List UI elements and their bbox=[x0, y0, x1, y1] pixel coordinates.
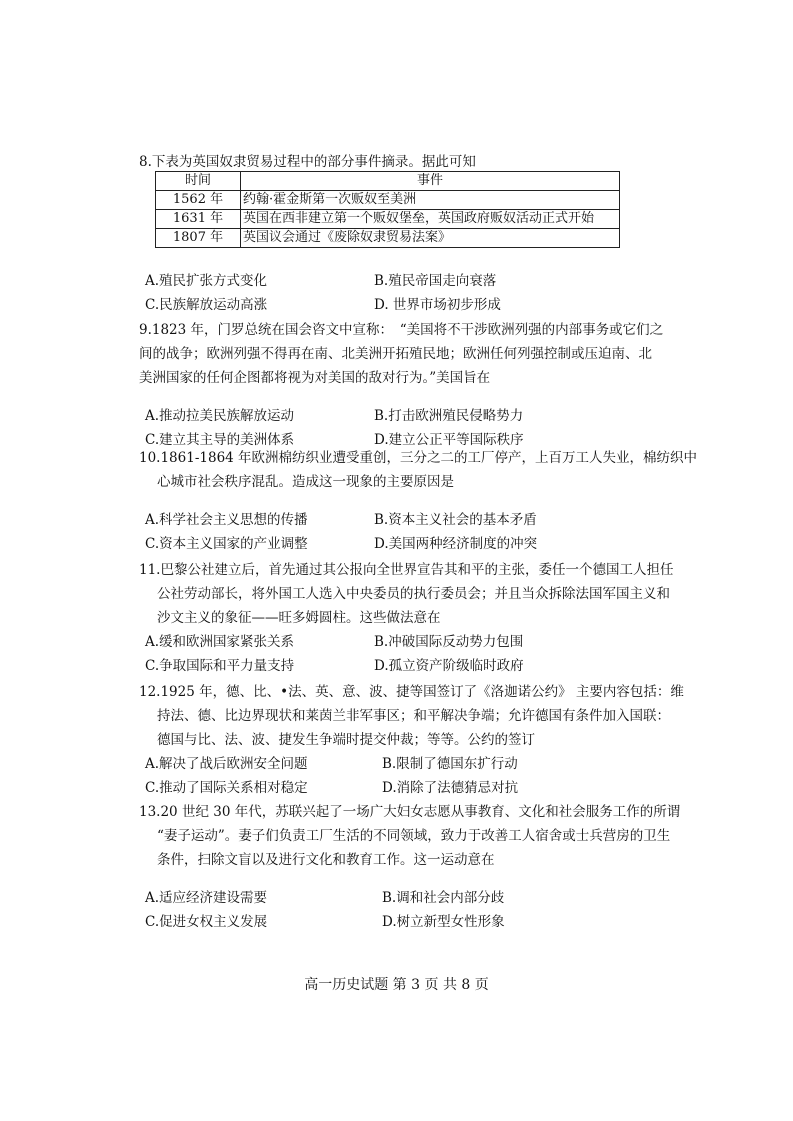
question-stem-line: 9.1823 年，门罗总统在国会咨文中宣称： “美国将不干涉欧洲列强的内部事务或它们之 bbox=[139, 322, 664, 338]
question-8-options bbox=[139, 269, 699, 317]
option-b[interactable]: B.调和社会内部分歧 bbox=[382, 890, 505, 906]
table-cell-time: 1631 年 bbox=[156, 210, 241, 229]
question-9 bbox=[139, 318, 699, 452]
table-row bbox=[156, 210, 620, 229]
question-stem-line: “妻子运动”。妻子们负责工厂生活的不同领域，致力于改善工人宿舍或士兵营房的卫生 bbox=[157, 828, 671, 844]
option-b[interactable]: B.打击欧洲殖民侵略势力 bbox=[374, 408, 524, 424]
question-stem-line: 心城市社会秩序混乱。造成这一现象的主要原因是 bbox=[157, 474, 454, 490]
table-cell-event: 英国议会通过《废除奴隶贸易法案》 bbox=[241, 229, 620, 248]
question-stem-line: 间的战争；欧洲列强不得再在南、北美洲开拓殖民地；欧洲任何列强控制或压迫南、北 bbox=[139, 346, 652, 362]
question-stem-line: 持法、德、比边界现状和莱茵兰非军事区；和平解决争端；允许德国有条件加入国联： bbox=[157, 708, 670, 724]
option-a[interactable]: A.适应经济建设需要 bbox=[145, 890, 268, 906]
option-a[interactable]: A.殖民扩张方式变化 bbox=[145, 273, 268, 289]
option-b[interactable]: B.资本主义社会的基本矛盾 bbox=[374, 512, 537, 528]
option-d[interactable]: D.建立公正平等国际秩序 bbox=[374, 432, 524, 448]
table-row bbox=[156, 191, 620, 210]
events-table bbox=[155, 171, 620, 248]
question-stem-line: 沙文主义的象征——旺多姆圆柱。这些做法意在 bbox=[157, 610, 441, 626]
question-11 bbox=[139, 558, 699, 678]
option-c[interactable]: C.促进女权主义发展 bbox=[145, 914, 268, 930]
question-10 bbox=[139, 446, 699, 556]
option-a[interactable]: A.推动拉美民族解放运动 bbox=[145, 408, 295, 424]
question-stem: 8.下表为英国奴隶贸易过程中的部分事件摘录。据此可知 bbox=[139, 154, 476, 170]
question-stem-line: 13.20 世纪 30 年代，苏联兴起了一场广大妇女志愿从事教育、文化和社会服务工作的所谓 bbox=[139, 804, 681, 820]
option-d[interactable]: D.树立新型女性形象 bbox=[382, 914, 505, 930]
table-cell-time: 1807 年 bbox=[156, 229, 241, 248]
option-c[interactable]: C.推动了国际关系相对稳定 bbox=[145, 780, 308, 796]
question-stem-line: 公社劳动部长，将外国工人选入中央委员的执行委员会；并且当众拆除法国军国主义和 bbox=[157, 586, 670, 602]
option-a[interactable]: A.科学社会主义思想的传播 bbox=[145, 512, 308, 528]
question-stem-line: 美洲国家的任何企图都将视为对美国的敌对行为。”美国旨在 bbox=[139, 370, 491, 386]
option-d[interactable]: D.美国两种经济制度的冲突 bbox=[374, 536, 538, 552]
option-b[interactable]: B.限制了德国东扩行动 bbox=[382, 756, 518, 772]
option-c[interactable]: C.民族解放运动高涨 bbox=[145, 297, 268, 313]
page-footer: 高一历史试题 第 3 页 共 8 页 bbox=[304, 977, 489, 993]
option-b[interactable]: B.殖民帝国走向衰落 bbox=[374, 273, 497, 289]
table-cell-event: 英国在西非建立第一个贩奴堡垒，英国政府贩奴活动正式开始 bbox=[241, 210, 620, 229]
table-cell-event: 约翰·霍金斯第一次贩奴至美洲 bbox=[241, 191, 620, 210]
question-stem-line: 11.巴黎公社建立后，首先通过其公报向全世界宣告其和平的主张，委任一个德国工人担任 bbox=[139, 562, 674, 578]
question-stem-line: 12.1925 年，德、比、•法、英、意、波、捷等国签订了《洛迦诺公约》 主要内容包括：维 bbox=[139, 684, 684, 700]
question-stem-line: 德国与比、法、波、捷发生争端时提交仲裁；等等。公约的签订 bbox=[157, 732, 535, 748]
question-stem-line: 条件，扫除文盲以及进行文化和教育工作。这一运动意在 bbox=[157, 852, 495, 868]
table-header-row bbox=[156, 172, 620, 191]
option-c[interactable]: C.争取国际和平力量支持 bbox=[145, 658, 295, 674]
table-header-time: 时间 bbox=[156, 172, 241, 191]
option-a[interactable]: A.缓和欧洲国家紧张关系 bbox=[145, 634, 295, 650]
option-c[interactable]: C.建立其主导的美洲体系 bbox=[145, 432, 295, 448]
option-d[interactable]: D.孤立资产阶级临时政府 bbox=[374, 658, 524, 674]
option-a[interactable]: A.解决了战后欧洲安全问题 bbox=[145, 756, 308, 772]
table-header-event: 事件 bbox=[241, 172, 620, 191]
option-c[interactable]: C.资本主义国家的产业调整 bbox=[145, 536, 308, 552]
option-d[interactable]: D.消除了法德猜忌对抗 bbox=[382, 780, 519, 796]
table-row bbox=[156, 229, 620, 248]
table-cell-time: 1562 年 bbox=[156, 191, 241, 210]
question-12 bbox=[139, 680, 699, 800]
option-d[interactable]: D. 世界市场初步形成 bbox=[374, 297, 501, 313]
option-b[interactable]: B.冲破国际反动势力包围 bbox=[374, 634, 524, 650]
question-13 bbox=[139, 800, 699, 934]
question-stem-line: 10.1861-1864 年欧洲棉纺织业遭受重创，三分之二的工厂停产，上百万工人失业，棉纺织中 bbox=[139, 450, 698, 466]
